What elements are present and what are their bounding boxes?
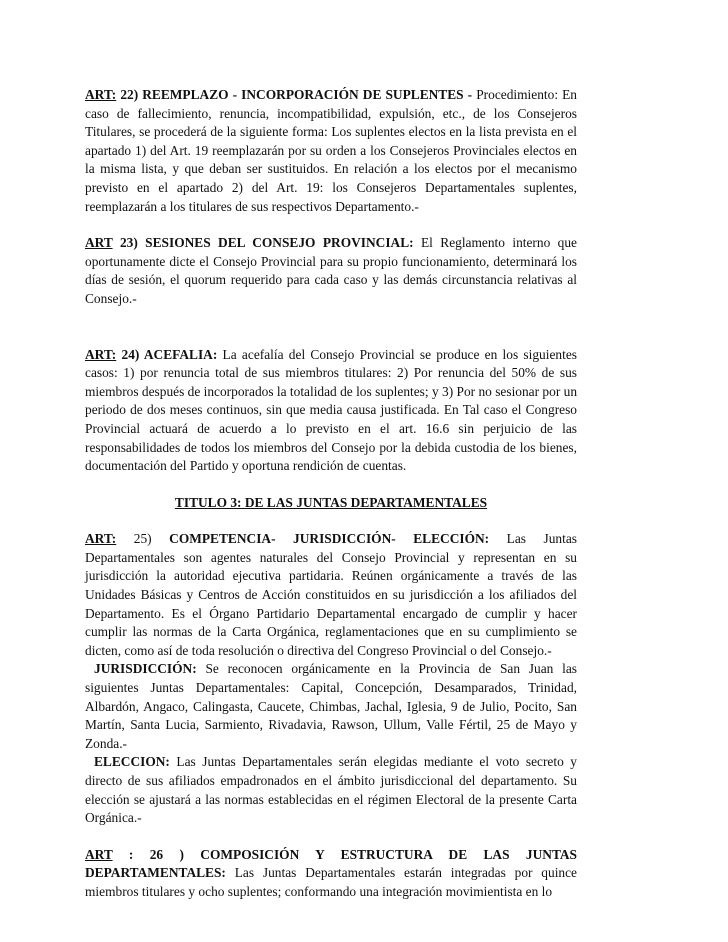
article-22-body: Procedimiento: En caso de fallecimiento, renuncia, incompatibilidad, expulsión, etc., de los Consejeros Titulares, se procederá de la siguiente forma: Los suplentes electos en la lista prevista en el apartado 1) del Art. 19 reemplazarán por su orden a los Consejeros Provinciales electos en la misma lista, y que deban ser sustituidos. En relación a los electos por el mecanismo previsto en el apartado 2) del Art. 19: los Consejeros Departamentales suplentes, reemplazarán a los titulares de sus respectivos Departamento.-	[85, 87, 577, 214]
article-23-label: ART	[85, 235, 113, 251]
article-24-label: ART:	[85, 346, 117, 362]
article-25-eleccion	[85, 753, 577, 827]
jurisdiccion-body: Se reconocen orgánicamente en la Provincia de San Juan las siguientes Juntas Departamentales: Capital, Concepción, Desamparados, Trinidad, Albardón, Angaco, Calingasta, Caucete, Chimbas, Jachal, Iglesia, 9 de Julio, Pocito, San Martín, Santa Lucia, Sarmiento, Rivadavia, Rawson, Ullum, Valle Fértil, 25 de Mayo y Zonda.-	[85, 661, 577, 751]
article-26-body: Las Juntas Departamentales estarán integradas por quince miembros titulares y ocho suplentes; conformando una integración movimientista en lo	[85, 865, 577, 899]
article-24-heading: 24) ACEFALIA:	[116, 346, 218, 362]
jurisdiccion-heading: JURISDICCIÓN:	[94, 661, 197, 677]
eleccion-heading: ELECCION:	[94, 754, 170, 770]
article-25-jurisdiccion	[85, 660, 577, 753]
section-title: TITULO 3: DE LAS JUNTAS DEPARTAMENTALES	[174, 494, 488, 510]
article-22	[85, 86, 577, 216]
article-25	[85, 530, 577, 660]
article-26-heading: : 26 ) COMPOSICIÓN Y ESTRUCTURA DE LAS JUNTAS DEPARTAMENTALES:	[85, 846, 577, 881]
document-page	[85, 86, 577, 902]
article-26-label: ART	[85, 846, 113, 862]
article-23	[85, 234, 577, 308]
article-23-heading: 23) SESIONES DEL CONSEJO PROVINCIAL:	[112, 235, 414, 251]
article-22-label: ART:	[85, 87, 117, 102]
article-24-body: La acefalía del Consejo Provincial se produce en los siguientes casos: 1) por renuncia total de sus miembros titulares: 2) Por renuncia del 50% de sus miembros después de incorporados la totalidad de los suplentes; y 3) Por no sesionar por un periodo de dos meses continuos, sin que media causa justificada. En Tal caso el Congreso Provincial actuará de acuerdo a lo previsto en el art. 16.6 sin perjuicio de las responsabilidades de todos los miembros del Consejo por la debida custodia de los bienes, documentación del Partido y oportuna rendición de cuentas.	[85, 346, 578, 474]
article-24	[85, 346, 577, 476]
eleccion-body: Las Juntas Departamentales serán elegidas mediante el voto secreto y directo de sus afiliados empadronados en el ámbito jurisdiccional del departamento. Su elección se ajustará a las normas establecidas en el régimen Electoral de la presente Carta Orgánica.-	[85, 754, 577, 826]
article-25-body: Las Juntas Departamentales son agentes naturales del Consejo Provincial y representan en su jurisdicción la autoridad ejecutiva partidaria. Reúnen orgánicamente a través de las Unidades Básicas y Centros de Acción constituidos en su jurisdicción a los afiliados del Departamento. Es el Órgano Partidario Departamental encargado de cumplir y hacer cumplir las normas de la Carta Orgánica, reglamentaciones que en su cumplimiento se dicten, como así de toda resolución o directiva del Congreso Provincial o del Consejo.-	[85, 531, 577, 658]
article-26	[85, 846, 577, 902]
article-23-body: El Reglamento interno que oportunamente dicte el Consejo Provincial para su propio funcionamiento, determinará los días de sesión, el quorum requerido para cada caso y las demás circunstancia relativas al Consejo.-	[85, 235, 577, 306]
article-22-heading: 22) REEMPLAZO - INCORPORACIÓN DE SUPLENTES -	[116, 87, 473, 102]
article-25-number: 25)	[116, 531, 170, 547]
article-25-heading: COMPETENCIA- JURISDICCIÓN- ELECCIÓN:	[169, 531, 490, 547]
article-25-label: ART:	[85, 531, 117, 547]
